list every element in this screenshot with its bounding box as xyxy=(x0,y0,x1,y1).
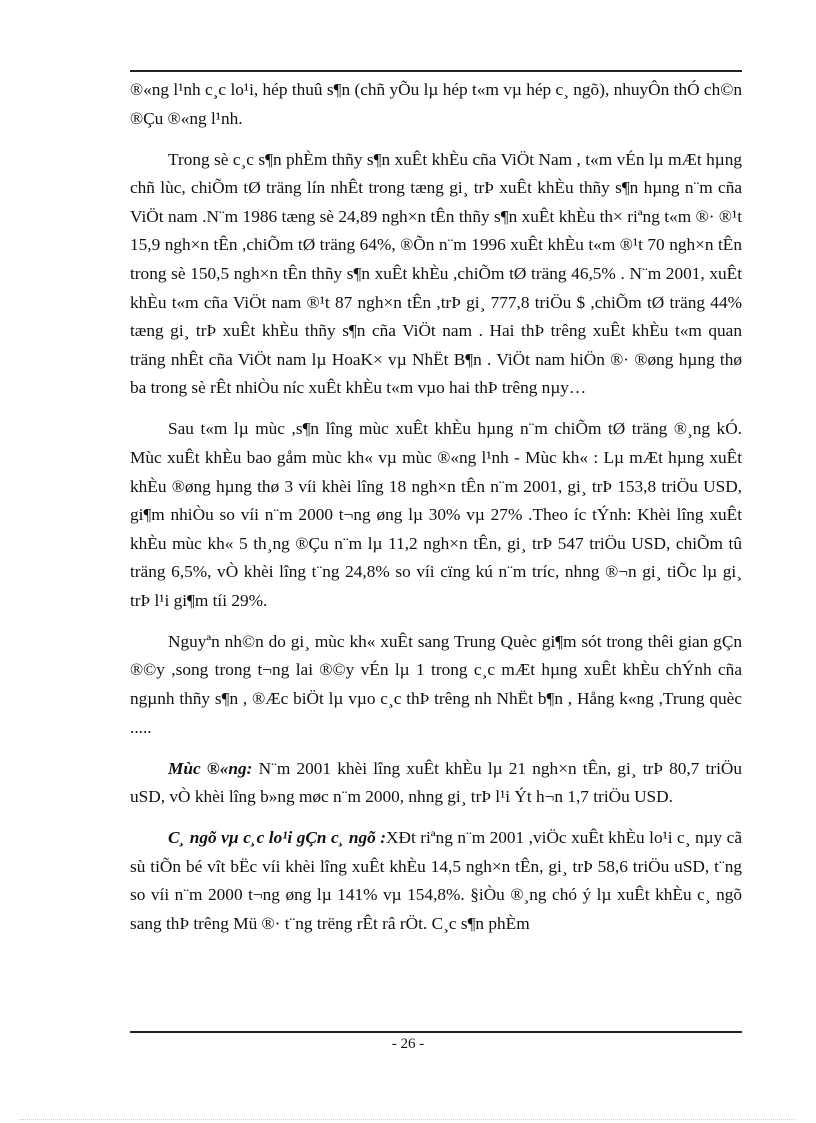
paragraph-6 xyxy=(130,824,742,938)
paragraph-4: Nguyªn nh©n do gi¸ mùc kh« xuÊt sang Trung Quèc gi¶m sót trong thêi gian gÇn ®©y ,song trong t¬ng lai ®©y vÉn lµ 1 trong c¸c mÆt hµng xuÊt khÈu chÝnh cña ngµnh thñy s¶n , ®Æc biÖt lµ vµo c¸c thÞ trêng nh NhËt b¶n , Hång k«ng ,Trung quèc ..... xyxy=(130,631,742,737)
paragraph-6-text: XÐt riªng n¨m 2001 ,viÖc xuÊt khÈu lo¹i c¸ nµy cã sù tiÕn bé vît bËc víi khèi lîng xuÊt khÈu 14,5 ngh×n tÊn, gi¸ trÞ 58,6 triÖu uSD, t¨ng so víi n¨m 2000 t¬ng øng lµ 141% vµ 154,8%. §iÒu ®¸ng chó ý lµ xuÊt khÈu c¸ ngõ sang thÞ trêng Mü ®· t¨ng trëng rÊt râ rÖt. C¸c s¶n phÈm xyxy=(130,828,742,933)
body-text xyxy=(130,73,742,951)
paragraph-5-text: N¨m 2001 khèi lîng xuÊt khÈu lµ 21 ngh×n tÊn, gi¸ trÞ 80,7 triÖu uSD, vÒ khèi lîng b»ng møc n¨m 2000, nhng gi¸ trÞ l¹i Ýt h¬n 1,7 triÖu USD. xyxy=(130,758,743,807)
footer-rule xyxy=(130,1031,742,1033)
paragraph-5-lead: Mùc ®«ng: xyxy=(168,758,253,778)
paragraph-3: Sau t«m lµ mùc ,s¶n lîng mùc xuÊt khÈu hµng n¨m chiÕm tØ träng ®¸ng kÓ. Mùc xuÊt khÈu bao gåm mùc kh« vµ mùc ®«ng l¹nh - Mùc kh« : Lµ mÆt hµng xuÊt khÈu ®øng hµng thø 3 víi khèi lîng 18 ngh×n tÊn n¨m 2001, gi¸ trÞ 153,8 triÖu USD, gi¶m nhiÒu so víi n¨m 2000 t¬ng øng lµ 30% vµ 27% .Theo íc tÝnh: Khèi lîng xuÊt khÈu mùc kh« 5 th¸ng ®Çu n¨m lµ 11,2 ngh×n tÊn, gi¸ trÞ 547 triÖu USD, chiÕm tû träng 6,5%, vÒ khèi lîng t¨ng 24,8% so víi cïng kú n¨m tríc, nhng ®¬n gi¸ tiÕc lµ gi¸ trÞ l¹i gi¶m tíi 29%. xyxy=(130,419,742,610)
page-edge-dotted-line xyxy=(20,1119,796,1120)
paragraph-5 xyxy=(130,755,742,812)
header-rule xyxy=(130,70,742,72)
paragraph-6-lead: C¸ ngõ vµ c¸c lo¹i gÇn c¸ ngõ : xyxy=(168,828,386,848)
paragraph-1: ®«ng l¹nh c¸c lo¹i, hép thuû s¶n (chñ yÕu lµ hép t«m vµ hép c¸ ngõ), nhuyÔn thÓ ch©n ®Çu ®«ng l¹nh. xyxy=(130,80,742,128)
page-number: - 26 - xyxy=(391,1036,425,1052)
paragraph-2: Trong sè c¸c s¶n phÈm thñy s¶n xuÊt khÈu cña ViÖt Nam , t«m vÉn lµ mÆt hµng chñ lùc, chiÕm tØ träng lín nhÊt trong tæng gi¸ trÞ xuÊt khÈu thñy s¶n hµng n¨m cña ViÖt nam .N¨m 1986 tæng sè 24,89 ngh×n tÊn thñy s¶n xuÊt khÈu th× riªng t«m ®· ®¹t 15,9 ngh×n tÊn ,chiÕm tØ träng 64%, ®Õn n¨m 1996 xuÊt khÈu t«m ®¹t 70 ngh×n tÊn trong sè 150,5 ngh×n tÊn thñy s¶n xuÊt khÈu ,chiÕm tØ träng 46,5% . N¨m 2001, xuÊt khÈu t«m cña ViÖt nam ®¹t 87 ngh×n tÊn ,trÞ gi¸ 777,8 triÖu $ ,chiÕm tØ träng 44% tæng gi¸ trÞ xuÊt khÈu thñy s¶n cña ViÖt nam . Hai thÞ trêng xuÊt khÈu t«m quan träng nhÊt cña ViÖt nam lµ HoaK× vµ NhËt B¶n . ViÖt nam hiÖn ®· ®øng hµng thø ba trong sè rÊt nhiÒu níc xuÊt khÈu t«m vµo hai thÞ trêng nµy… xyxy=(130,149,742,398)
